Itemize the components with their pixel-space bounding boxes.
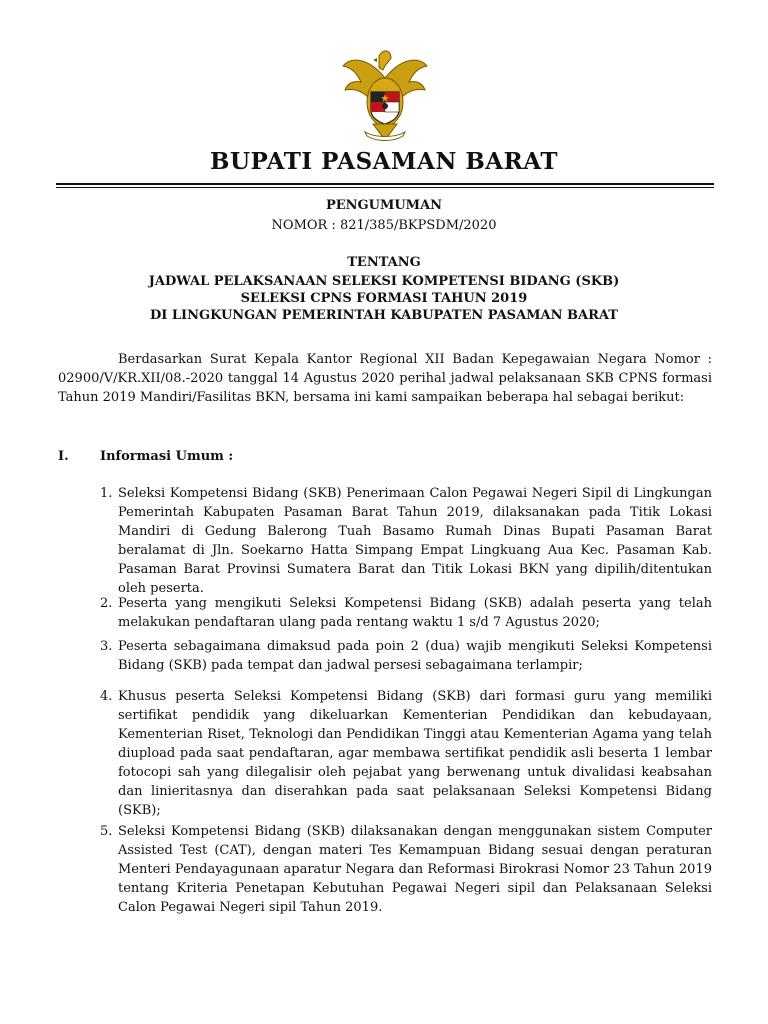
list-item: [100, 687, 712, 820]
section-number: I.: [58, 449, 69, 464]
intro-paragraph-block: [58, 350, 712, 407]
header-rule-thick: [56, 183, 714, 185]
list-item-text: Seleksi Kompetensi Bidang (SKB) dilaksanakan dengan menggunakan sistem Computer Assisted Test (CAT), dengan materi Tes Kemampuan Bidang sesuai dengan peraturan Menteri Pendayagunaan aparatur Negara dan Reformasi Birokrasi Nomor 23 Tahun 2019 tentang Kriteria Penetapan Kebutuhan Pegawai Negeri sipil dan Pelaksanaan Seleksi Calon Pegawai Negeri sipil Tahun 2019.: [118, 824, 712, 915]
list-item: [100, 594, 712, 632]
list-item-text: Peserta yang mengikuti Seleksi Kompetensi Bidang (SKB) adalah peserta yang telah melakukan pendaftaran ulang pada rentang waktu 1 s/d 7 Agustus 2020;: [118, 596, 712, 630]
list-item: [100, 484, 712, 598]
list-item-number: 4.: [100, 689, 113, 704]
list-item: [100, 637, 712, 675]
subject-line-3: DI LINGKUNGAN PEMERINTAH KABUPATEN PASAMAN BARAT: [150, 308, 618, 323]
list-item-number: 5.: [100, 824, 113, 839]
intro-paragraph: Berdasarkan Surat Kepala Kantor Regional XII Badan Kepegawaian Negara Nomor : 02900/V/KR.XII/08.-2020 tanggal 14 Agustus 2020 perihal jadwal pelaksanaan SKB CPNS formasi Tahun 2019 Mandiri/Fasilitas BKN, bersama ini kami sampaikan beberapa hal sebagai berikut:: [58, 352, 712, 405]
garuda-emblem-icon: [339, 48, 431, 144]
announcement-label: PENGUMUMAN: [325, 198, 443, 213]
list-item-text: Khusus peserta Seleksi Kompetensi Bidang (SKB) dari formasi guru yang memiliki sertifikat pendidik yang dikeluarkan Kementerian Pendidikan dan kebudayaan, Kementerian Riset, Teknologi dan Pendidikan Tinggi atau Kementerian Agama yang telah diupload pada saat pendaftaran, agar membawa sertifikat pendidik asli beserta 1 lembar fotocopi sah yang dilegalisir oleh pejabat yang berwenang untuk divalidasi keabsahan dan linieritasnya dan diserahkan pada saat pelaksanaan Seleksi Kompetensi Bidang (SKB);: [118, 689, 712, 818]
list-item-number: 1.: [100, 486, 113, 501]
document-number: NOMOR : 821/385/BKPSDM/2020: [271, 218, 497, 233]
subject-label: TENTANG: [347, 255, 421, 270]
list-item-text: Seleksi Kompetensi Bidang (SKB) Penerimaan Calon Pegawai Negeri Sipil di Lingkungan Pemerintah Kabupaten Pasaman Barat Tahun 2019, dilaksanakan pada Titik Lokasi Mandiri di Gedung Balerong Tuah Basamo Rumah Dinas Bupati Pasaman Barat beralamat di Jln. Soekarno Hatta Simpang Empat Lingkuang Aua Kec. Pasaman Kab. Pasaman Barat Provinsi Sumatera Barat dan Titik Lokasi BKN yang dipilih/ditentukan oleh peserta.: [118, 486, 712, 596]
section-heading: [58, 449, 233, 464]
list-item-text: Peserta sebagaimana dimaksud pada poin 2 (dua) wajib mengikuti Seleksi Kompetensi Bidang (SKB) pada tempat dan jadwal persesi sebagaimana terlampir;: [118, 639, 712, 673]
list-item-number: 3.: [100, 639, 113, 654]
section-title: Informasi Umum :: [100, 449, 234, 464]
subject-line-1: JADWAL PELAKSANAAN SELEKSI KOMPETENSI BIDANG (SKB): [148, 274, 620, 289]
header-rule-thin: [56, 187, 714, 188]
list-item-number: 2.: [100, 596, 113, 611]
subject-line-2: SELEKSI CPNS FORMASI TAHUN 2019: [240, 291, 528, 306]
list-item: [100, 822, 712, 917]
page-title: BUPATI PASAMAN BARAT: [210, 148, 558, 175]
